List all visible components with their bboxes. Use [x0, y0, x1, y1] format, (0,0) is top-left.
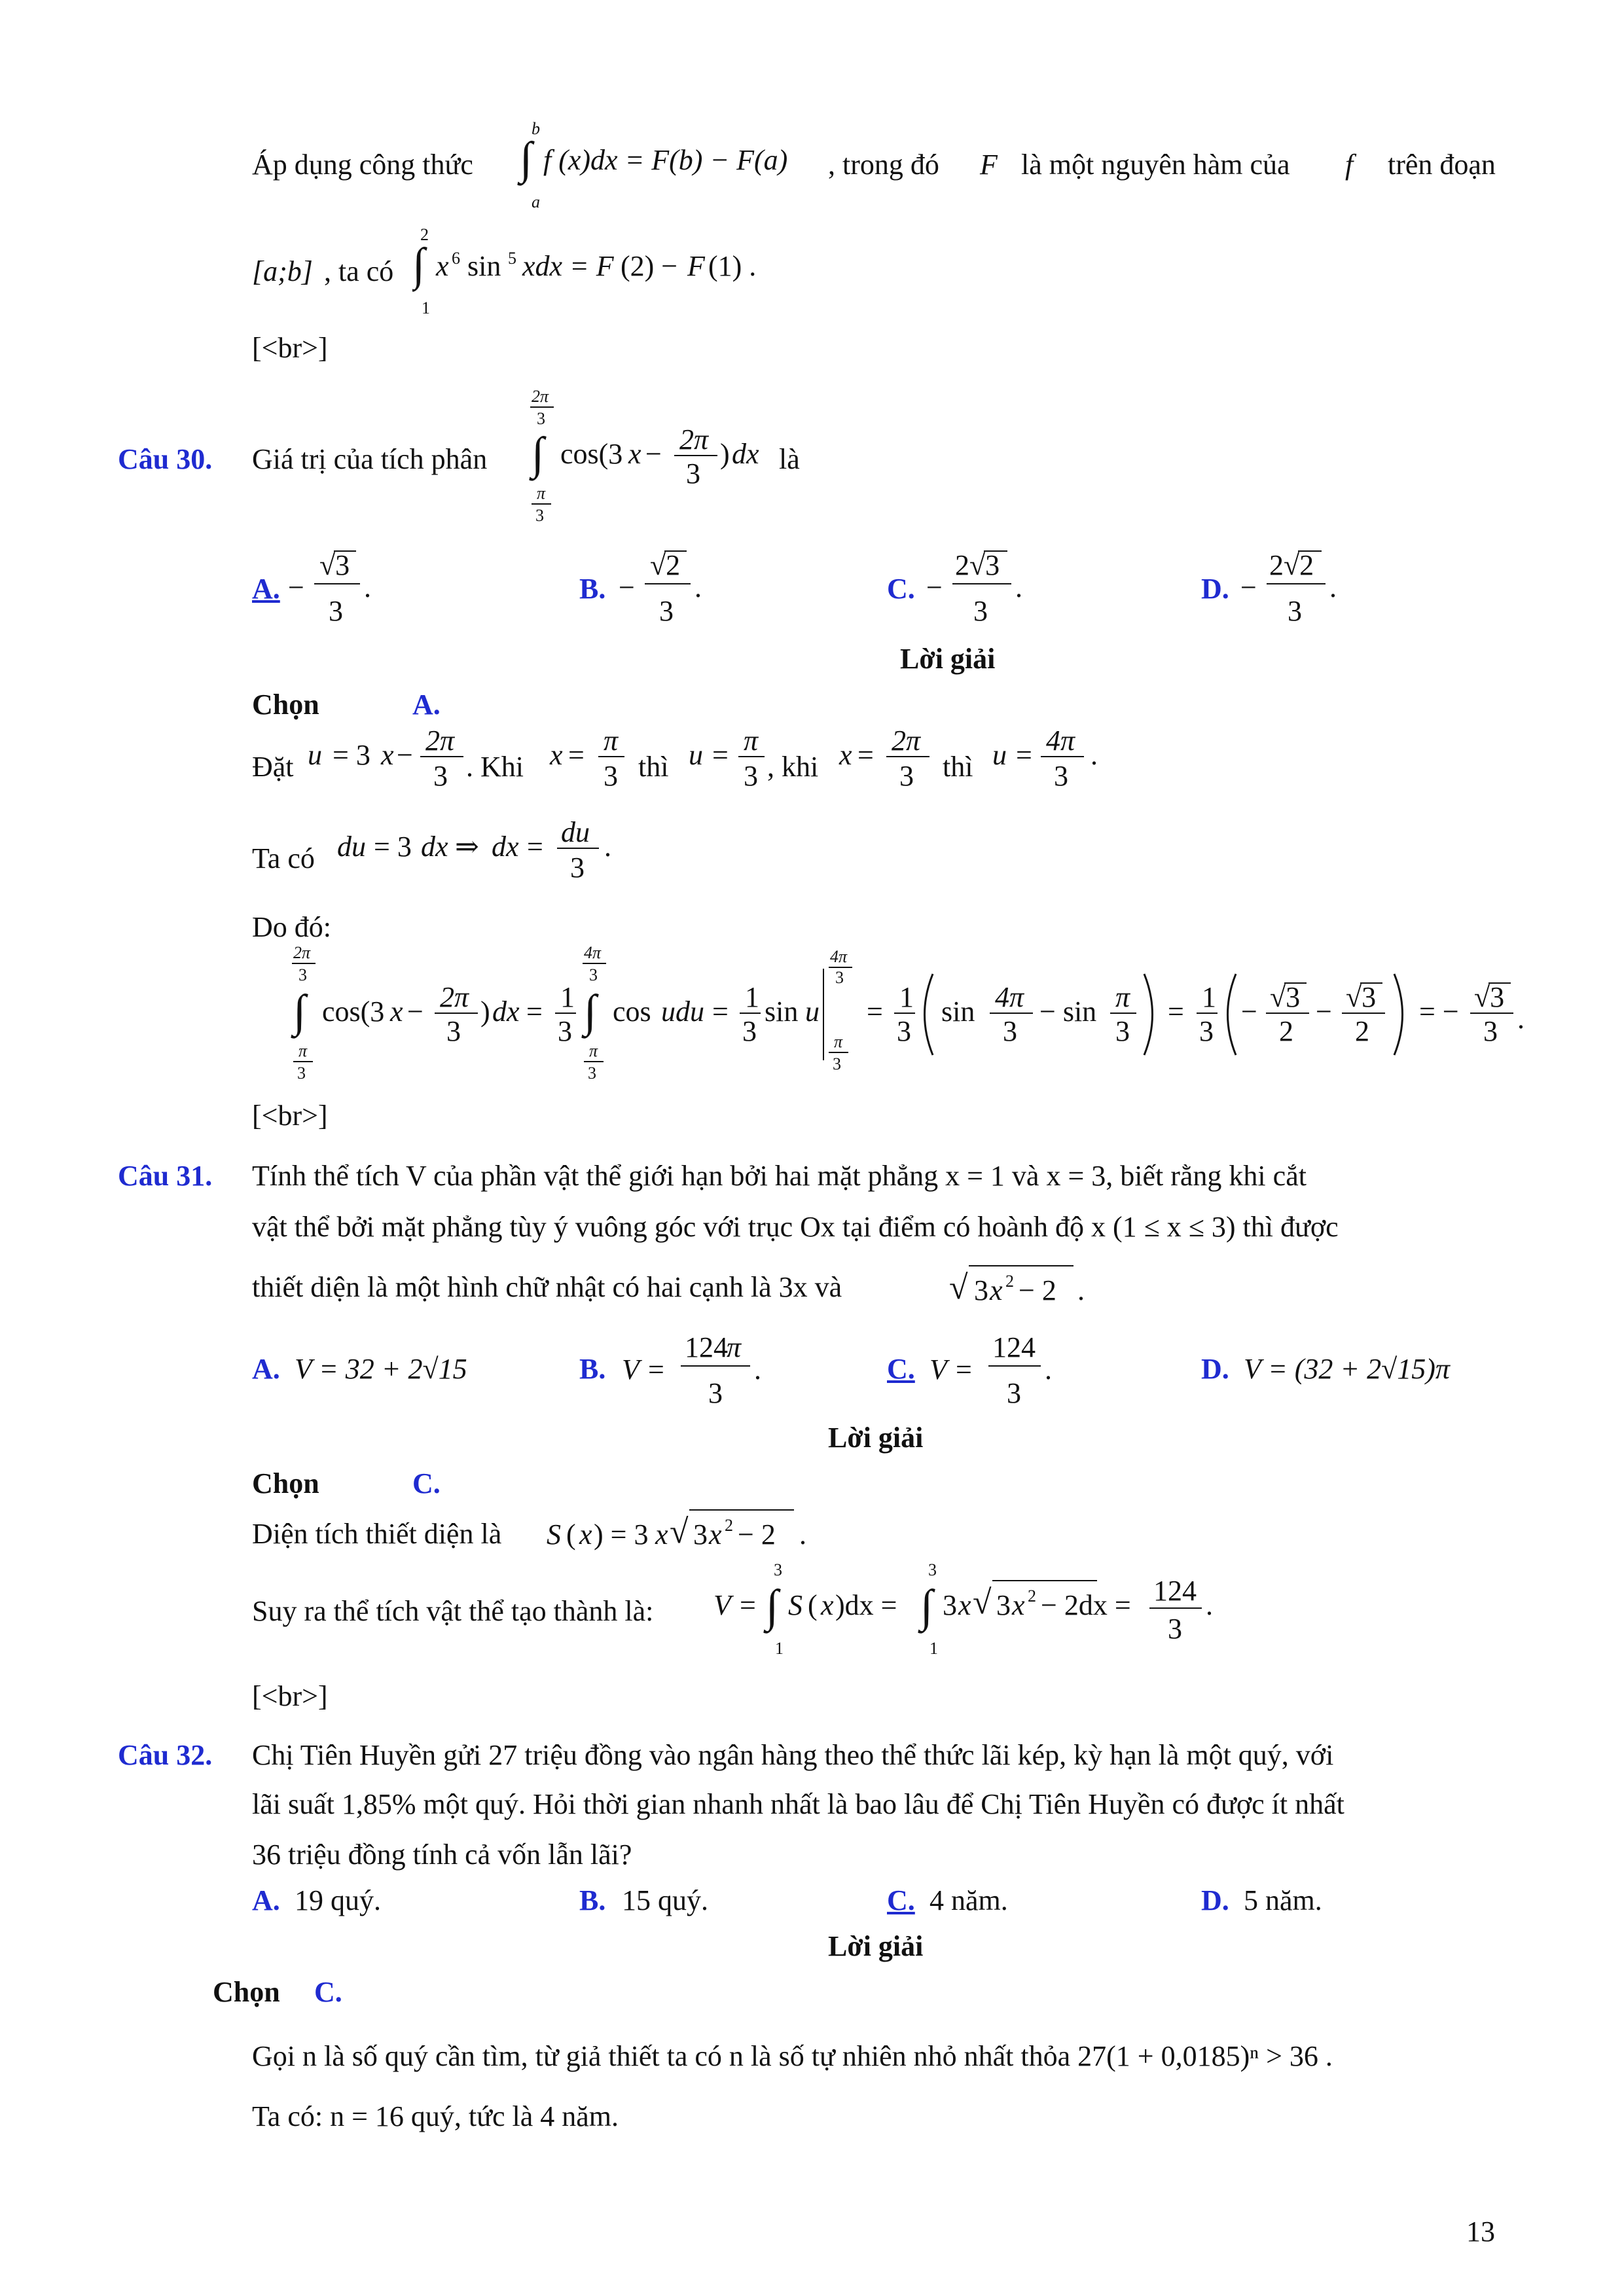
q30-step1-text-c: thì	[638, 751, 669, 783]
svg-text:2: 2	[1355, 1015, 1369, 1047]
svg-text:3: 3	[1003, 1015, 1017, 1047]
svg-text:= −: = −	[1419, 996, 1459, 1028]
svg-text:1: 1	[1202, 981, 1216, 1013]
q31-choose-label: Chọn	[252, 1467, 319, 1499]
svg-text:du: du	[561, 816, 590, 848]
svg-text:3: 3	[974, 1274, 988, 1306]
q30-step1-math	[308, 720, 1126, 812]
svg-text:=: =	[712, 739, 729, 771]
q32-option-d-letter[interactable]: D.	[1201, 1884, 1229, 1916]
q31-option-a-value: V = 32 + 2√15	[295, 1353, 467, 1385]
svg-text:x: x	[436, 250, 449, 282]
svg-text:4π: 4π	[995, 981, 1024, 1013]
q32-answer: C.	[314, 1976, 342, 2008]
q32-option-b-value: 15 quý.	[622, 1884, 708, 1916]
svg-text:3: 3	[897, 1015, 911, 1047]
q31-sqrt-expression	[949, 1257, 1093, 1309]
svg-text:3: 3	[943, 1589, 957, 1621]
svg-text:3: 3	[589, 965, 598, 984]
svg-text:π: π	[1115, 981, 1130, 1013]
q30-step2-math	[337, 812, 651, 903]
svg-text:√3: √3	[1474, 981, 1505, 1013]
svg-text:∫: ∫	[520, 134, 533, 184]
q30-step3-text: Do đó:	[252, 911, 331, 943]
q32-option-a-letter[interactable]: A.	[252, 1884, 280, 1916]
svg-text:sin: sin	[467, 250, 501, 282]
svg-text:3: 3	[744, 760, 758, 792]
svg-text:)dx =: )dx =	[835, 1589, 897, 1621]
svg-text:.: .	[1077, 1274, 1085, 1306]
svg-text:3: 3	[928, 1561, 937, 1579]
svg-text:=: =	[867, 996, 883, 1028]
svg-text:cos(3: cos(3	[322, 996, 385, 1028]
svg-text:=: =	[740, 1589, 756, 1621]
svg-text:− 2dx =: − 2dx =	[1041, 1589, 1131, 1621]
q30-option-c-letter[interactable]: C.	[887, 573, 915, 605]
svg-text:S: S	[788, 1589, 803, 1621]
svg-text:f (x)dx = F(b) − F(a): f (x)dx = F(b) − F(a)	[543, 144, 788, 176]
svg-text:2: 2	[1028, 1587, 1036, 1605]
svg-text:∫: ∫	[766, 1581, 779, 1632]
q30-step1-text-d: , khi	[767, 751, 819, 783]
svg-text:): )	[480, 996, 490, 1028]
svg-text:∫: ∫	[293, 986, 306, 1037]
svg-text:3: 3	[973, 595, 988, 627]
svg-text:.: .	[364, 571, 371, 603]
svg-text:du: du	[337, 831, 366, 863]
svg-text:3: 3	[297, 1064, 306, 1083]
svg-text:x: x	[958, 1589, 971, 1621]
svg-text:−: −	[619, 571, 635, 603]
q30-option-c-value	[926, 537, 1051, 635]
svg-text:V: V	[929, 1354, 947, 1386]
svg-text:dx: dx	[492, 831, 519, 863]
svg-text:2π: 2π	[532, 387, 549, 406]
svg-text:.: .	[1329, 571, 1337, 603]
svg-text:3: 3	[1199, 1015, 1214, 1047]
q32-step1: Gọi n là số quý cần tìm, từ giả thiết ta có n là số tự nhiên nhỏ nhất thỏa 27(1 + 0,0185)ⁿ > 36 .	[252, 2040, 1333, 2072]
svg-text:x: x	[628, 438, 641, 470]
svg-text:−: −	[926, 571, 943, 603]
q32-question-line3: 36 triệu đồng tính cả vốn lẫn lãi?	[252, 1839, 632, 1871]
q30-final-period: .	[1517, 1003, 1525, 1035]
q31-option-a-letter[interactable]: A.	[252, 1353, 280, 1385]
svg-text:− 2: − 2	[1019, 1274, 1056, 1306]
q31-answer: C.	[412, 1467, 441, 1499]
svg-text:√: √	[973, 1584, 992, 1621]
svg-text:3: 3	[996, 1589, 1011, 1621]
svg-text:3: 3	[1007, 1377, 1021, 1409]
svg-text:=: =	[526, 996, 543, 1028]
svg-text:−: −	[288, 571, 304, 603]
svg-text:.: .	[604, 831, 611, 863]
q30-step1-text-a: Đặt	[252, 751, 294, 783]
svg-text:3: 3	[604, 760, 618, 792]
q31-volume-formula	[713, 1561, 1237, 1659]
svg-text:a: a	[532, 192, 540, 211]
svg-text:3: 3	[329, 595, 343, 627]
svg-text:1: 1	[899, 981, 914, 1013]
intro-line1-text-a: Áp dụng công thức	[252, 149, 473, 181]
svg-text:3: 3	[446, 1015, 461, 1047]
svg-text:− 2: − 2	[738, 1518, 776, 1551]
q30-label: Câu 30.	[118, 443, 213, 475]
svg-text:= 3: = 3	[333, 739, 370, 771]
svg-text:3: 3	[659, 595, 674, 627]
svg-text:π: π	[727, 1331, 742, 1363]
svg-text:√3: √3	[1346, 981, 1377, 1013]
svg-text:−: −	[645, 438, 662, 470]
svg-text:3: 3	[570, 852, 585, 884]
svg-text:3: 3	[298, 965, 307, 984]
svg-text:x: x	[550, 739, 563, 771]
svg-text:∫: ∫	[584, 986, 597, 1037]
svg-text:3: 3	[1288, 595, 1302, 627]
q30-option-d-value	[1240, 537, 1365, 635]
q31-solution-title: Lời giải	[828, 1422, 924, 1454]
page-number: 13	[1466, 2215, 1495, 2248]
svg-text:3: 3	[835, 968, 844, 987]
svg-text:u: u	[689, 739, 703, 771]
svg-text:u: u	[992, 739, 1007, 771]
svg-text:6: 6	[452, 249, 460, 268]
svg-text:xdx = F: xdx = F	[522, 250, 614, 282]
svg-text:=: =	[527, 831, 543, 863]
svg-text:2: 2	[725, 1516, 733, 1535]
interval-ab: [a;b]	[252, 255, 313, 287]
svg-text:3: 3	[742, 1015, 757, 1047]
svg-text:2: 2	[1005, 1272, 1014, 1291]
svg-text:=: =	[712, 996, 729, 1028]
svg-text:124: 124	[685, 1331, 728, 1363]
q30-question-end: là	[779, 443, 800, 475]
intro-line2-text: , ta có	[324, 255, 394, 287]
q32-question-line2: lãi suất 1,85% một quý. Hỏi thời gian nhanh nhất là bao lâu để Chị Tiên Huyền có được ít nhất	[252, 1788, 1344, 1820]
br-tag-intro: [<br>]	[252, 332, 328, 364]
br-tag-q30: [<br>]	[252, 1100, 328, 1132]
q31-question-line2: vật thể bởi mặt phẳng tùy ý vuông góc với trục Ox tại điểm có hoành độ x (1 ≤ x ≤ 3) thì được	[252, 1211, 1339, 1243]
svg-text:S: S	[547, 1518, 561, 1551]
svg-text:V: V	[713, 1589, 731, 1621]
svg-text:4π: 4π	[584, 943, 602, 962]
svg-text:⇒: ⇒	[455, 831, 479, 863]
q30-answer: A.	[412, 689, 441, 721]
svg-text:3: 3	[537, 409, 545, 428]
formula-integral-x6sin5	[412, 226, 779, 324]
svg-text:2π: 2π	[679, 423, 709, 456]
svg-text:b: b	[532, 121, 540, 138]
svg-text:π: π	[604, 725, 619, 757]
svg-text:(2) −: (2) −	[621, 250, 678, 282]
svg-text:2π: 2π	[440, 981, 469, 1013]
svg-text:=: =	[1016, 739, 1032, 771]
svg-text:.: .	[695, 571, 702, 603]
intro-line1-text-d: trên đoạn	[1388, 149, 1496, 181]
svg-text:1: 1	[560, 981, 575, 1013]
q31-step2-text: Suy ra thể tích vật thể tạo thành là:	[252, 1595, 654, 1627]
svg-text:x: x	[839, 739, 852, 771]
svg-text:.: .	[1045, 1354, 1052, 1386]
svg-text:2π: 2π	[892, 725, 921, 757]
svg-text:(: (	[566, 1518, 576, 1551]
symbol-F: F	[980, 149, 998, 181]
intro-line1-text-c: là một nguyên hàm của	[1021, 149, 1290, 181]
svg-text:3: 3	[774, 1561, 782, 1579]
svg-text:F: F	[687, 250, 705, 282]
br-tag-q31: [<br>]	[252, 1680, 328, 1712]
svg-text:−: −	[1240, 571, 1257, 603]
q30-step1-text-e: thì	[943, 751, 973, 783]
svg-text:.: .	[799, 1518, 806, 1551]
svg-text:√: √	[670, 1513, 689, 1551]
q30-step2-text: Ta có	[252, 842, 315, 874]
q31-step1-text: Diện tích thiết diện là	[252, 1518, 502, 1550]
svg-text:3: 3	[708, 1377, 723, 1409]
q32-choose-label: Chọn	[213, 1976, 280, 2008]
svg-text:(: (	[808, 1589, 818, 1621]
svg-text:3: 3	[833, 1054, 841, 1073]
q31-option-c-value	[929, 1319, 1074, 1417]
q32-option-b-letter[interactable]: B.	[579, 1884, 606, 1916]
svg-text:=: =	[568, 739, 585, 771]
svg-text:V: V	[622, 1354, 640, 1386]
svg-text:x: x	[709, 1518, 722, 1551]
svg-text:4π: 4π	[830, 947, 848, 966]
svg-text:u: u	[308, 739, 322, 771]
q31-option-b-letter[interactable]: B.	[579, 1353, 606, 1385]
svg-text:3: 3	[1168, 1613, 1182, 1645]
svg-text:sin: sin	[765, 996, 799, 1028]
svg-text:x: x	[655, 1518, 668, 1551]
svg-text:− sin: − sin	[1039, 996, 1097, 1028]
svg-text:3: 3	[433, 760, 448, 792]
svg-text:x: x	[990, 1274, 1003, 1306]
svg-text:sin: sin	[941, 996, 975, 1028]
svg-text:=: =	[1168, 996, 1184, 1028]
svg-text:3: 3	[693, 1518, 708, 1551]
svg-text:3: 3	[1483, 1015, 1498, 1047]
q31-area-formula	[547, 1502, 821, 1554]
svg-text:x: x	[821, 1589, 834, 1621]
q30-main-computation	[288, 942, 1519, 1093]
svg-text:.: .	[1091, 739, 1098, 771]
svg-text:.: .	[1015, 571, 1022, 603]
svg-text:x: x	[1012, 1589, 1025, 1621]
svg-text:cos: cos	[613, 996, 651, 1028]
svg-text:2√3: 2√3	[955, 549, 1000, 581]
svg-text:2π: 2π	[293, 943, 311, 962]
svg-text:5: 5	[508, 249, 516, 268]
svg-text:(1) .: (1) .	[708, 250, 757, 282]
q32-label: Câu 32.	[118, 1739, 213, 1771]
q30-option-a-value	[288, 537, 393, 635]
q32-option-c-letter[interactable]: C.	[887, 1884, 915, 1916]
svg-text:x: x	[381, 739, 394, 771]
svg-text:∫: ∫	[412, 240, 425, 290]
q30-integral-formula	[524, 386, 818, 537]
svg-text:x: x	[579, 1518, 592, 1551]
svg-text:√3: √3	[1270, 981, 1301, 1013]
svg-text:cos(3: cos(3	[560, 438, 623, 470]
svg-text:.: .	[1206, 1589, 1213, 1621]
svg-text:= 3: = 3	[374, 831, 412, 863]
svg-text:x: x	[390, 996, 403, 1028]
svg-text:dx: dx	[421, 831, 448, 863]
svg-text:−: −	[1241, 996, 1257, 1028]
q30-option-d-letter[interactable]: D.	[1201, 573, 1229, 605]
symbol-f: f	[1345, 149, 1354, 181]
svg-text:π: π	[744, 725, 759, 757]
svg-text:−: −	[1316, 996, 1332, 1028]
svg-text:π: π	[589, 1041, 598, 1060]
svg-text:dx: dx	[732, 438, 759, 470]
svg-text:=: =	[956, 1354, 972, 1386]
q32-option-c-value: 4 năm.	[929, 1884, 1008, 1916]
q31-option-b-value	[622, 1319, 779, 1417]
q30-option-b-value	[619, 537, 723, 635]
intro-line1-text-b: , trong đó	[828, 149, 939, 181]
svg-text:=: =	[648, 1354, 664, 1386]
q31-question-line1: Tính thể tích V của phần vật thể giới hạn bởi hai mặt phẳng x = 1 và x = 3, biết rằng khi cắt	[252, 1160, 1307, 1192]
svg-text:4π: 4π	[1046, 725, 1075, 757]
svg-text:π: π	[834, 1032, 843, 1051]
svg-text:1: 1	[775, 1639, 784, 1658]
svg-text:3: 3	[535, 506, 544, 525]
svg-text:√: √	[949, 1269, 968, 1306]
svg-text:=: =	[857, 739, 874, 771]
q32-step2: Ta có: n = 16 quý, tức là 4 năm.	[252, 2100, 619, 2132]
q30-option-a-letter[interactable]: A.	[252, 573, 280, 605]
svg-text:3: 3	[558, 1015, 572, 1047]
svg-text:u: u	[805, 996, 820, 1028]
svg-text:∫: ∫	[532, 429, 545, 479]
q30-question-text: Giá trị của tích phân	[252, 443, 488, 475]
svg-text:π: π	[298, 1041, 308, 1060]
q31-question-line3: thiết diện là một hình chữ nhật có hai cạnh là 3x và	[252, 1271, 842, 1303]
q31-option-d-value: V = (32 + 2√15)π	[1244, 1353, 1450, 1385]
svg-text:1: 1	[929, 1639, 938, 1658]
svg-text:2π: 2π	[425, 725, 455, 757]
q31-option-c-letter[interactable]: C.	[887, 1353, 915, 1385]
svg-text:2: 2	[1279, 1015, 1293, 1047]
svg-text:−: −	[407, 996, 424, 1028]
svg-text:3: 3	[686, 457, 700, 490]
q30-option-b-letter[interactable]: B.	[579, 573, 606, 605]
svg-text:3: 3	[1054, 760, 1068, 792]
svg-text:π: π	[537, 484, 546, 503]
svg-text:): )	[720, 438, 730, 470]
svg-text:1: 1	[422, 298, 430, 317]
q30-choose-label: Chọn	[252, 689, 319, 721]
q31-option-d-letter[interactable]: D.	[1201, 1353, 1229, 1385]
svg-text:.: .	[754, 1354, 761, 1386]
svg-text:3: 3	[899, 760, 914, 792]
svg-text:) = 3: ) = 3	[594, 1518, 649, 1551]
svg-text:√2: √2	[650, 549, 681, 581]
q32-option-d-value: 5 năm.	[1244, 1884, 1322, 1916]
q31-label: Câu 31.	[118, 1160, 213, 1192]
svg-text:3: 3	[588, 1064, 596, 1083]
q32-solution-title: Lời giải	[828, 1930, 924, 1962]
q30-solution-title: Lời giải	[900, 643, 996, 675]
svg-text:dx: dx	[492, 996, 520, 1028]
svg-text:124: 124	[992, 1331, 1036, 1363]
q32-option-a-value: 19 quý.	[295, 1884, 381, 1916]
formula-integral-newton-leibniz	[517, 121, 857, 219]
svg-text:2: 2	[420, 226, 429, 244]
q32-question-line1: Chị Tiên Huyền gửi 27 triệu đồng vào ngân hàng theo thể thức lãi kép, kỳ hạn là một quý, với	[252, 1739, 1334, 1771]
svg-text:1: 1	[745, 981, 759, 1013]
q30-step1-text-b: . Khi	[466, 751, 524, 783]
svg-text:2√2: 2√2	[1269, 549, 1314, 581]
svg-text:∫: ∫	[920, 1581, 933, 1632]
svg-text:3: 3	[1115, 1015, 1130, 1047]
svg-text:−: −	[397, 739, 413, 771]
svg-text:124: 124	[1153, 1575, 1197, 1607]
svg-text:udu: udu	[661, 996, 704, 1028]
svg-text:√3: √3	[319, 549, 350, 581]
